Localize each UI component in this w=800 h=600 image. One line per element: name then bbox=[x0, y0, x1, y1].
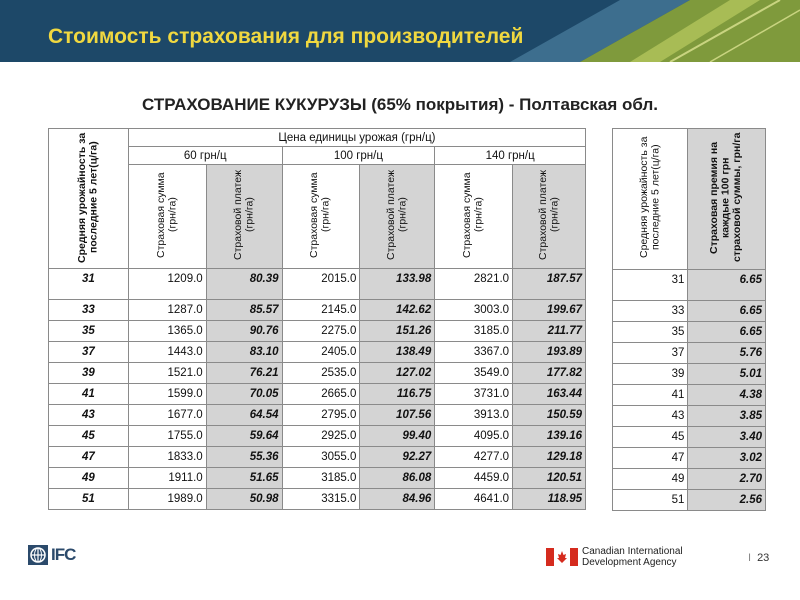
yield-cell: 39 bbox=[49, 363, 129, 384]
premium-cell: 76.21 bbox=[206, 363, 282, 384]
premium-cell: 86.08 bbox=[360, 468, 435, 489]
premium-cell: 199.67 bbox=[513, 300, 586, 321]
table-row bbox=[49, 426, 586, 447]
price-group-100: 100 грн/ц bbox=[282, 147, 435, 165]
sum-header: Страховая сумма (грн/га) bbox=[282, 165, 360, 269]
sum-cell: 1755.0 bbox=[128, 426, 206, 447]
sum-cell: 4459.0 bbox=[435, 468, 513, 489]
sum-cell: 2535.0 bbox=[282, 363, 360, 384]
rate-cell: 2.70 bbox=[688, 469, 766, 490]
sum-cell: 2015.0 bbox=[282, 269, 360, 300]
yield-cell: 41 bbox=[49, 384, 129, 405]
table-row bbox=[613, 364, 766, 385]
page-title: Стоимость страхования для производителей bbox=[48, 25, 524, 48]
premium-cell: 51.65 bbox=[206, 468, 282, 489]
yield-cell: 33 bbox=[613, 301, 688, 322]
premium-cell: 50.98 bbox=[206, 489, 282, 510]
yield-cell: 31 bbox=[613, 270, 688, 301]
table-row bbox=[49, 489, 586, 510]
premium-cell: 151.26 bbox=[360, 321, 435, 342]
premium-cell: 150.59 bbox=[513, 405, 586, 426]
rate-cell: 5.76 bbox=[688, 343, 766, 364]
table-row bbox=[49, 405, 586, 426]
table-row bbox=[613, 448, 766, 469]
sum-cell: 2795.0 bbox=[282, 405, 360, 426]
sum-cell: 1599.0 bbox=[128, 384, 206, 405]
ifc-logo bbox=[28, 545, 75, 565]
table-row bbox=[49, 342, 586, 363]
table-row bbox=[49, 447, 586, 468]
yield-header: Средняя урожайность за последние 5 лет(ц/га) bbox=[49, 129, 129, 269]
rate-cell: 3.40 bbox=[688, 427, 766, 448]
sum-cell: 2145.0 bbox=[282, 300, 360, 321]
yield-cell: 45 bbox=[49, 426, 129, 447]
sum-cell: 4641.0 bbox=[435, 489, 513, 510]
sum-cell: 4277.0 bbox=[435, 447, 513, 468]
premium-cell: 163.44 bbox=[513, 384, 586, 405]
sum-cell: 2925.0 bbox=[282, 426, 360, 447]
yield-cell: 49 bbox=[49, 468, 129, 489]
premium-cell: 116.75 bbox=[360, 384, 435, 405]
premium-cell: 211.77 bbox=[513, 321, 586, 342]
sum-header: Страховая сумма (грн/га) bbox=[435, 165, 513, 269]
table-row bbox=[613, 301, 766, 322]
rate-cell: 6.65 bbox=[688, 270, 766, 301]
yield-cell: 49 bbox=[613, 469, 688, 490]
sum-cell: 1989.0 bbox=[128, 489, 206, 510]
sum-cell: 1521.0 bbox=[128, 363, 206, 384]
yield-cell: 41 bbox=[613, 385, 688, 406]
premium-cell: 85.57 bbox=[206, 300, 282, 321]
table-row bbox=[49, 321, 586, 342]
globe-icon bbox=[28, 545, 48, 565]
page-separator: I bbox=[748, 552, 752, 564]
yield-cell: 37 bbox=[613, 343, 688, 364]
sum-cell: 3055.0 bbox=[282, 447, 360, 468]
rate-cell: 3.02 bbox=[688, 448, 766, 469]
sum-cell: 1677.0 bbox=[128, 405, 206, 426]
premium-cell: 138.49 bbox=[360, 342, 435, 363]
yield-header: Средняя урожайность за последние 5 лет(ц/га) bbox=[613, 129, 688, 270]
insurance-table bbox=[48, 128, 586, 510]
yield-cell: 43 bbox=[49, 405, 129, 426]
header-bar bbox=[0, 0, 800, 62]
sum-cell: 1833.0 bbox=[128, 447, 206, 468]
sum-cell: 3913.0 bbox=[435, 405, 513, 426]
premium-cell: 59.64 bbox=[206, 426, 282, 447]
table-row bbox=[49, 269, 586, 300]
page-number bbox=[748, 552, 769, 564]
table-row bbox=[613, 385, 766, 406]
yield-cell: 47 bbox=[49, 447, 129, 468]
sum-cell: 1209.0 bbox=[128, 269, 206, 300]
rate-header: Страховая премия на каждые 100 грн страховой суммы, грн/га bbox=[688, 129, 766, 270]
premium-cell: 129.18 bbox=[513, 447, 586, 468]
premium-cell: 177.82 bbox=[513, 363, 586, 384]
premium-cell: 84.96 bbox=[360, 489, 435, 510]
rate-cell: 3.85 bbox=[688, 406, 766, 427]
sum-cell: 3549.0 bbox=[435, 363, 513, 384]
premium-cell: 83.10 bbox=[206, 342, 282, 363]
premium-cell: 64.54 bbox=[206, 405, 282, 426]
sum-cell: 3185.0 bbox=[282, 468, 360, 489]
yield-cell: 39 bbox=[613, 364, 688, 385]
price-group-140: 140 грн/ц bbox=[435, 147, 586, 165]
premium-header: Страховой платеж (грн/га) bbox=[513, 165, 586, 269]
premium-cell: 55.36 bbox=[206, 447, 282, 468]
rate-cell: 2.56 bbox=[688, 490, 766, 511]
sum-cell: 4095.0 bbox=[435, 426, 513, 447]
sum-header: Страховая сумма (грн/га) bbox=[128, 165, 206, 269]
table-title: СТРАХОВАНИЕ КУКУРУЗЫ (65% покрытия) - Полтавская обл. bbox=[142, 95, 658, 114]
premium-cell: 120.51 bbox=[513, 468, 586, 489]
sum-cell: 3731.0 bbox=[435, 384, 513, 405]
premium-cell: 127.02 bbox=[360, 363, 435, 384]
table-row bbox=[613, 469, 766, 490]
yield-cell: 47 bbox=[613, 448, 688, 469]
table-row bbox=[613, 406, 766, 427]
yield-cell: 31 bbox=[49, 269, 129, 300]
premium-cell: 70.05 bbox=[206, 384, 282, 405]
table-row bbox=[613, 343, 766, 364]
table-row bbox=[613, 490, 766, 511]
table-row bbox=[49, 384, 586, 405]
sum-cell: 3185.0 bbox=[435, 321, 513, 342]
canada-flag-icon bbox=[546, 548, 578, 566]
premium-cell: 193.89 bbox=[513, 342, 586, 363]
premium-cell: 187.57 bbox=[513, 269, 586, 300]
rate-cell: 4.38 bbox=[688, 385, 766, 406]
table-row bbox=[613, 427, 766, 448]
yield-cell: 45 bbox=[613, 427, 688, 448]
rate-cell: 5.01 bbox=[688, 364, 766, 385]
premium-cell: 142.62 bbox=[360, 300, 435, 321]
rate-cell: 6.65 bbox=[688, 322, 766, 343]
yield-cell: 33 bbox=[49, 300, 129, 321]
premium-header: Страховой платеж (грн/га) bbox=[360, 165, 435, 269]
cida-line-2: Development Agency bbox=[582, 557, 677, 568]
rate-cell: 6.65 bbox=[688, 301, 766, 322]
yield-cell: 35 bbox=[49, 321, 129, 342]
price-header: Цена единицы урожая (грн/ц) bbox=[128, 129, 585, 147]
premium-rate-table bbox=[612, 128, 766, 511]
yield-cell: 35 bbox=[613, 322, 688, 343]
sum-cell: 3367.0 bbox=[435, 342, 513, 363]
yield-cell: 51 bbox=[49, 489, 129, 510]
table-row bbox=[49, 300, 586, 321]
sum-cell: 3003.0 bbox=[435, 300, 513, 321]
table-row bbox=[613, 322, 766, 343]
premium-header: Страховой платеж (грн/га) bbox=[206, 165, 282, 269]
sum-cell: 2405.0 bbox=[282, 342, 360, 363]
table-row bbox=[49, 363, 586, 384]
premium-cell: 118.95 bbox=[513, 489, 586, 510]
sum-cell: 2275.0 bbox=[282, 321, 360, 342]
cida-logo bbox=[546, 546, 683, 568]
sum-cell: 1911.0 bbox=[128, 468, 206, 489]
table-row bbox=[49, 468, 586, 489]
sum-cell: 1365.0 bbox=[128, 321, 206, 342]
premium-cell: 90.76 bbox=[206, 321, 282, 342]
premium-cell: 92.27 bbox=[360, 447, 435, 468]
premium-cell: 139.16 bbox=[513, 426, 586, 447]
price-group-60: 60 грн/ц bbox=[128, 147, 282, 165]
premium-cell: 99.40 bbox=[360, 426, 435, 447]
sum-cell: 1443.0 bbox=[128, 342, 206, 363]
sum-cell: 2665.0 bbox=[282, 384, 360, 405]
premium-cell: 133.98 bbox=[360, 269, 435, 300]
cida-line-1: Canadian International bbox=[582, 546, 683, 557]
yield-cell: 37 bbox=[49, 342, 129, 363]
premium-cell: 80.39 bbox=[206, 269, 282, 300]
yield-cell: 43 bbox=[613, 406, 688, 427]
table-row bbox=[613, 270, 766, 301]
sum-cell: 3315.0 bbox=[282, 489, 360, 510]
ifc-label: IFC bbox=[51, 545, 76, 564]
sum-cell: 2821.0 bbox=[435, 269, 513, 300]
sum-cell: 1287.0 bbox=[128, 300, 206, 321]
premium-cell: 107.56 bbox=[360, 405, 435, 426]
yield-cell: 51 bbox=[613, 490, 688, 511]
page-number-value: 23 bbox=[757, 552, 770, 564]
